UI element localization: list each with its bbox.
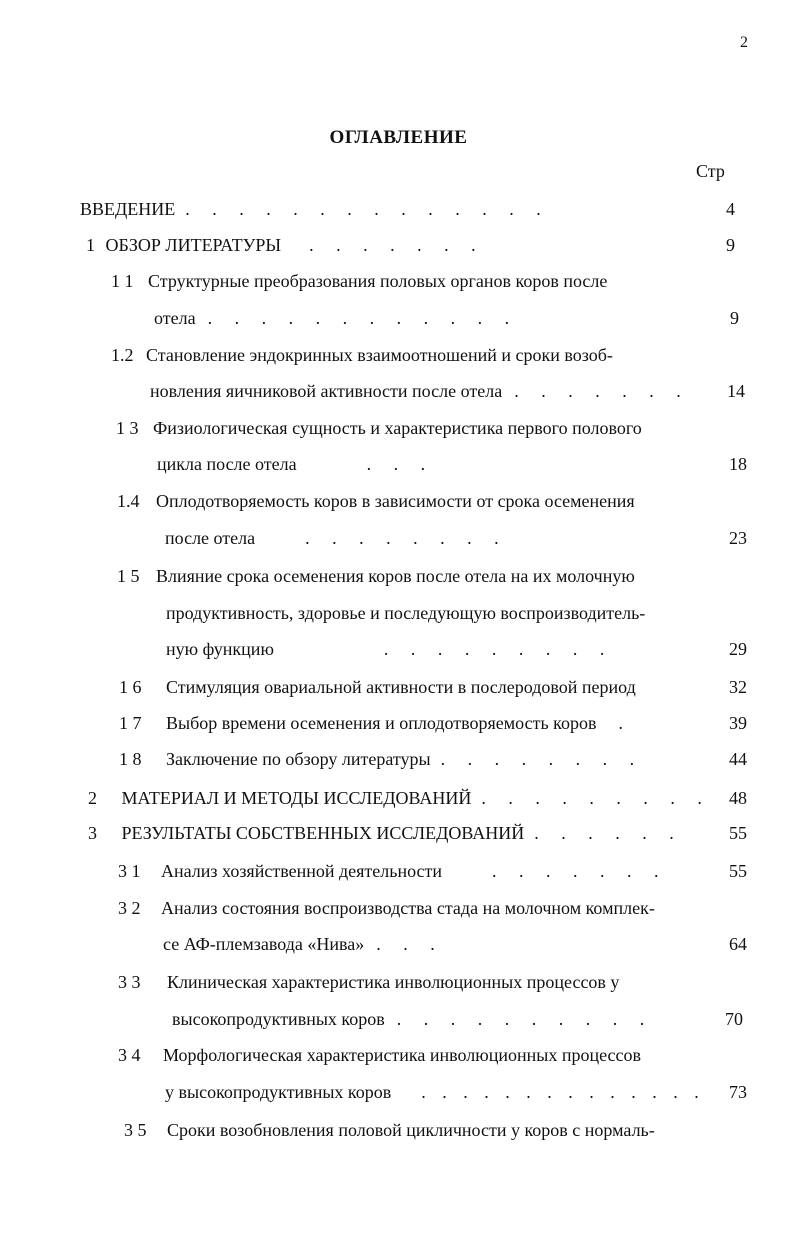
toc-entry-label: Оплодотворяемость коров в зависимости от срока осеменения [156, 491, 635, 511]
page-column-header: Стр [696, 161, 725, 181]
toc-entry-label: Морфологическая характеристика инволюционных процессов [163, 1045, 642, 1065]
leader-dots: . [618, 713, 632, 733]
toc-entry-label: Становление эндокринных взаимоотношений и сроки возоб- [146, 345, 613, 365]
toc-entry-number: 1 [86, 235, 95, 255]
toc-entry-label: Влияние срока осеменения коров после отела на их молочную [156, 566, 635, 586]
toc-entry-section-3-2[interactable] [118, 897, 655, 919]
toc-entry-number: 1.2 [111, 345, 134, 365]
toc-entry-label: Сроки возобновления половой цикличности у коров с нормаль- [167, 1120, 655, 1140]
toc-entry-continuation [166, 602, 645, 624]
toc-entry-section-1-4[interactable] [117, 490, 635, 512]
toc-entry-section-3-5[interactable] [124, 1119, 655, 1141]
toc-entry-section-1-7[interactable] [119, 712, 632, 734]
toc-entry-label: цикла после отела [157, 454, 297, 474]
toc-entry-number: 1 1 [111, 271, 134, 291]
toc-entry-label: отела [154, 308, 196, 328]
toc-page-number: 32 [729, 677, 747, 697]
toc-page-number: 9 [730, 308, 739, 328]
toc-entry-label: ную функцию [166, 639, 274, 659]
toc-entry-label: у высокопродуктивных коров [165, 1082, 392, 1102]
leader-dots: . . . . . . . [514, 381, 690, 401]
toc-entry-continuation [157, 453, 434, 475]
toc-entry-chapter-3[interactable] [88, 822, 683, 844]
leader-dots: . . . . . . . [309, 235, 485, 255]
toc-entry-label: после отела [165, 528, 256, 548]
leader-dots: . . . . . . . . [440, 749, 644, 769]
toc-entry-label: Структурные преобразования половых органов коров после [148, 271, 608, 291]
toc-page-number: 18 [729, 454, 747, 474]
toc-entry-number: 1 7 [119, 713, 142, 733]
toc-entry-number: 3 2 [118, 898, 141, 918]
page-number: 2 [740, 34, 748, 51]
toc-page-number: 44 [729, 749, 747, 769]
toc-page-number: 73 [729, 1082, 747, 1102]
toc-entry-label: Физиологическая сущность и характеристика первого полового [153, 418, 642, 438]
toc-entry-number: 3 1 [118, 861, 141, 881]
toc-entry-number: 1 6 [119, 677, 142, 697]
toc-entry-label: Анализ состояния воспроизводства стада на молочном комплек- [161, 898, 655, 918]
toc-page-number: 9 [726, 235, 735, 255]
toc-page-number: 55 [729, 861, 747, 881]
toc-entry-label: се АФ-племзавода «Нива» [163, 934, 365, 954]
toc-entry-label: новления яичниковой активности после отела [150, 381, 503, 401]
toc-page-number: 39 [729, 713, 747, 733]
toc-entry-label: МАТЕРИАЛ И МЕТОДЫ ИССЛЕДОВАНИЙ [121, 788, 472, 808]
toc-entry-section-3-1[interactable] [118, 860, 668, 882]
toc-entry-label: РЕЗУЛЬТАТЫ СОБСТВЕННЫХ ИССЛЕДОВАНИЙ [121, 823, 525, 843]
toc-page-number: 55 [729, 823, 747, 843]
toc-entry-section-1-3[interactable] [116, 417, 642, 439]
leader-dots: . . . [366, 454, 435, 474]
toc-entry-intro[interactable] [80, 198, 550, 220]
toc-page-number: 29 [729, 639, 747, 659]
toc-entry-label: Стимуляция овариальной активности в послеродовой период [166, 677, 636, 697]
toc-entry-continuation [172, 1008, 653, 1030]
toc-page-number: 70 [725, 1009, 743, 1029]
leader-dots: . . . . . . . . . [383, 639, 614, 659]
toc-page-number: 14 [727, 381, 745, 401]
toc-page-number: 23 [729, 528, 747, 548]
page-title: ОГЛАВЛЕНИЕ [329, 127, 468, 148]
toc-entry-section-1-8[interactable] [119, 748, 643, 770]
leader-dots: . . . . . . . . . . . . . . [421, 1082, 705, 1102]
toc-entry-chapter-1[interactable] [86, 234, 485, 256]
leader-dots: . . . . . . [534, 823, 683, 843]
toc-entry-section-3-3[interactable] [118, 971, 619, 993]
leader-dots: . . . [376, 934, 444, 954]
toc-entry-label: Заключение по обзору литературы [166, 749, 431, 769]
toc-page-number: 48 [729, 788, 747, 808]
leader-dots: . . . . . . . [492, 861, 668, 881]
toc-entry-continuation [163, 933, 444, 955]
toc-entry-number: 1 5 [117, 566, 140, 586]
toc-entry-section-1-1[interactable] [111, 270, 607, 292]
toc-entry-continuation [165, 1081, 705, 1103]
toc-entry-continuation [165, 527, 508, 549]
leader-dots: . . . . . . . . . . . . . . [185, 199, 550, 219]
toc-entry-number: 3 [88, 823, 97, 843]
toc-entry-chapter-2[interactable] [88, 787, 711, 809]
toc-entry-number: 1 8 [119, 749, 142, 769]
toc-entry-continuation [150, 380, 690, 402]
toc-entry-section-1-6[interactable] [119, 676, 636, 698]
toc-entry-number: 3 4 [118, 1045, 141, 1065]
toc-entry-number: 3 5 [124, 1120, 147, 1140]
toc-entry-label: высокопродуктивных коров [172, 1009, 385, 1029]
toc-entry-label: Анализ хозяйственной деятельности [161, 861, 443, 881]
leader-dots: . . . . . . . . . . . . [207, 308, 519, 328]
toc-entry-label: ВВЕДЕНИЕ [80, 199, 176, 219]
toc-entry-section-1-2[interactable] [111, 344, 613, 366]
toc-entry-number: 1.4 [117, 491, 140, 511]
toc-entry-continuation [166, 638, 613, 660]
toc-entry-number: 3 3 [118, 972, 141, 992]
toc-entry-section-3-4[interactable] [118, 1044, 641, 1066]
toc-entry-section-1-5[interactable] [117, 565, 635, 587]
leader-dots: . . . . . . . . . [481, 788, 711, 808]
leader-dots: . . . . . . . . . . [396, 1009, 654, 1029]
toc-entry-label: ОБЗОР ЛИТЕРАТУРЫ [105, 235, 282, 255]
toc-entry-label: Клиническая характеристика инволюционных процессов у [167, 972, 620, 992]
leader-dots: . . . . . . . . [305, 528, 508, 548]
toc-page-number: 4 [726, 199, 735, 219]
toc-entry-continuation [154, 307, 518, 329]
toc-entry-number: 1 3 [116, 418, 139, 438]
toc-entry-label: Выбор времени осеменения и оплодотворяемость коров [166, 713, 597, 733]
toc-page-number: 64 [729, 934, 747, 954]
toc-entry-label: продуктивность, здоровье и последующую воспроизводитель- [166, 603, 646, 623]
toc-entry-number: 2 [88, 788, 97, 808]
